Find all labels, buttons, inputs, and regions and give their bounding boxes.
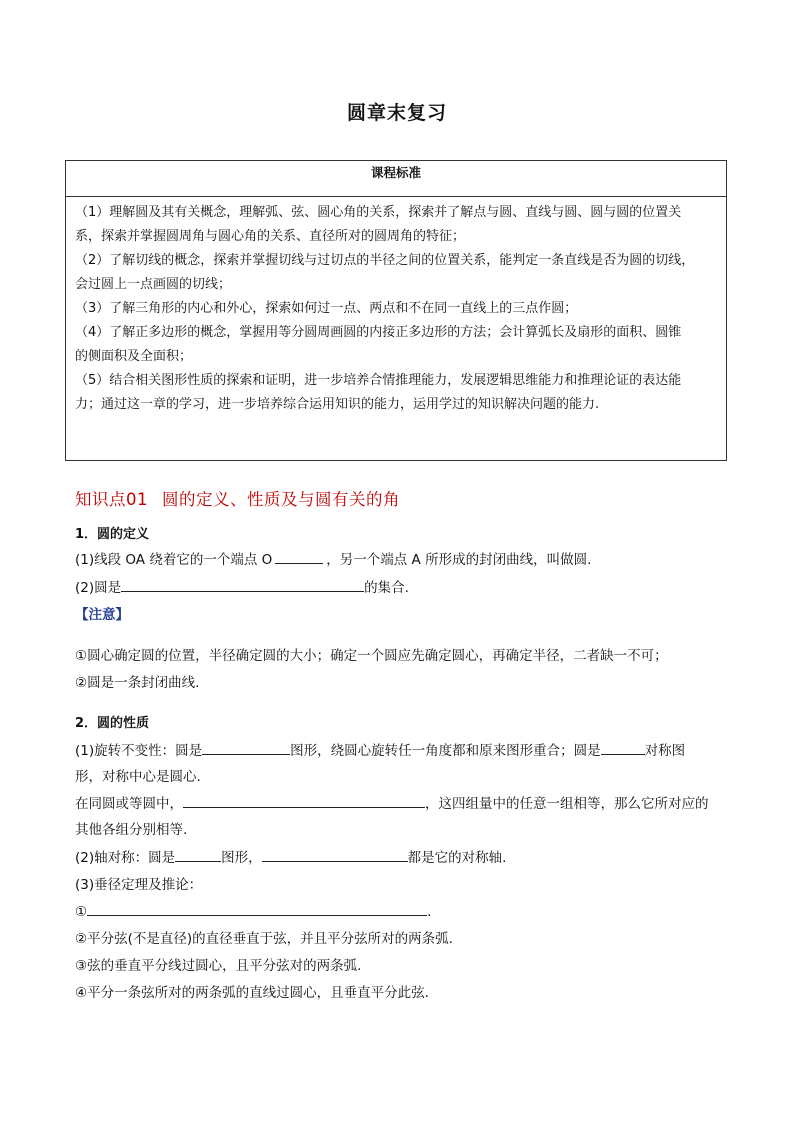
- standards-line: （4）了解正多边形的概念，掌握用等分圆周画圆的内接正多边形的方法；会计算弧长及扇形的面积、圆锥: [75, 325, 682, 340]
- standards-line: 力；通过这一章的学习，进一步培养综合运用知识的能力，运用学过的知识解决问题的能力.: [75, 397, 600, 412]
- standards-line: 系，探索并掌握圆周角与圆心角的关系、直径所对的圆周角的特征；: [75, 229, 466, 244]
- section-name: 圆的定义、性质及与圆有关的角: [162, 490, 400, 509]
- properties-line-1: (1)旋转不变性：圆是 图形，绕圆心旋转任一角度都和原来图形重合；圆是 对称图: [75, 740, 725, 762]
- fill-blank[interactable]: [121, 577, 364, 592]
- properties-heading: 2．圆的性质: [75, 716, 150, 731]
- fill-blank[interactable]: [183, 793, 425, 808]
- standards-line: 的侧面积及全面积；: [75, 349, 193, 364]
- standards-line: （1）理解圆及其有关概念，理解弧、弦、圆心角的关系，探索并了解点与圆、直线与圆、圆与圆的位置关: [75, 205, 682, 220]
- standards-header: 课程标准: [66, 161, 726, 197]
- properties-line-6: (3)垂径定理及推论：: [75, 877, 203, 893]
- fill-blank[interactable]: [601, 740, 645, 755]
- standards-line: （2）了解切线的概念，探索并掌握切线与过切点的半径之间的位置关系，能判定一条直线是否为圆的切线，: [75, 253, 695, 268]
- definition-line-2: (2)圆是 的集合.: [75, 577, 725, 599]
- properties-line-2: 形，对称中心是圆心.: [75, 769, 201, 785]
- properties-line-3: 在同圆或等圆中， ，这四组量中的任意一组相等，那么它所对应的: [75, 793, 725, 815]
- page-title: 圆章末复习: [346, 102, 447, 124]
- note-label: 【注意】: [75, 607, 129, 623]
- properties-line-10: ④平分一条弦所对的两条弧的直线过圆心，且垂直平分此弦.: [75, 985, 429, 1001]
- standards-line: 会过圆上一点画圆的切线；: [75, 277, 232, 292]
- standards-body: [66, 197, 726, 417]
- properties-line-4: 其他各组分别相等.: [75, 822, 188, 838]
- curriculum-standards-table: [65, 160, 727, 461]
- properties-line-5: (2)轴对称：圆是 图形， 都是它的对称轴.: [75, 847, 725, 869]
- fill-blank[interactable]: [275, 549, 323, 564]
- fill-blank[interactable]: [87, 901, 427, 916]
- properties-line-8: ②平分弦(不是直径)的直径垂直于弦，并且平分弦所对的两条弧.: [75, 931, 453, 947]
- fill-blank[interactable]: [202, 740, 290, 755]
- standards-line: （3）了解三角形的内心和外心，探索如何过一点、两点和不在同一直线上的三点作圆；: [75, 301, 578, 316]
- fill-blank[interactable]: [175, 847, 221, 862]
- section-number: 知识点01: [75, 490, 148, 509]
- standards-line: （5）结合相关图形性质的探索和证明，进一步培养合情推理能力，发展逻辑思维能力和推理论证的表达能: [75, 373, 682, 388]
- properties-line-7: ① .: [75, 901, 725, 923]
- definition-line-1: (1)线段 OA 绕着它的一个端点 O ，另一个端点 A 所形成的封闭曲线，叫做圆.: [75, 549, 725, 571]
- note-line-2: ②圆是一条封闭曲线.: [75, 675, 200, 691]
- section-title: [75, 486, 400, 510]
- properties-line-9: ③弦的垂直平分线过圆心，且平分弦对的两条弧.: [75, 958, 362, 974]
- note-line-1: ①圆心确定圆的位置，半径确定圆的大小；确定一个圆应先确定圆心，再确定半径，二者缺一不可；: [75, 648, 668, 664]
- fill-blank[interactable]: [262, 847, 408, 862]
- definition-heading: 1．圆的定义: [75, 527, 150, 542]
